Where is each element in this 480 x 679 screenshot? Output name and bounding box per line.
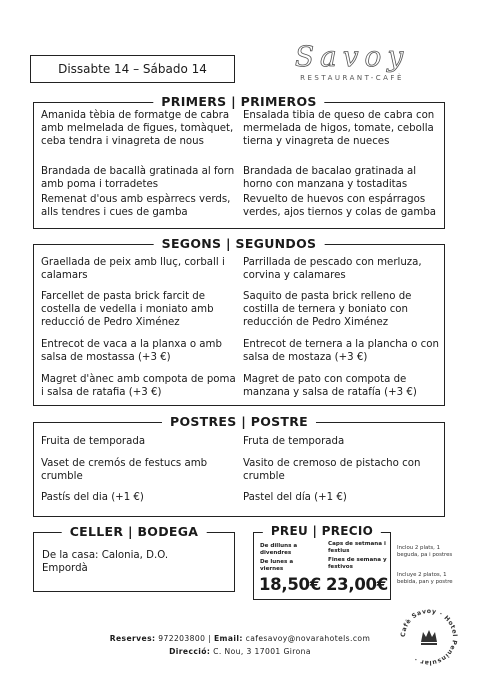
crown-icon	[421, 630, 437, 645]
reserves-label: Reserves:	[109, 634, 156, 643]
postres-item-1-es: Fruta de temporada	[243, 436, 345, 447]
hotel-seal-logo	[396, 604, 462, 670]
segons-title: SEGONS | SEGUNDOS	[154, 236, 325, 251]
logo-subtitle: RESTAURANT-CAFÈ	[300, 74, 404, 82]
address-text: C. Nou, 3 17001 Girona	[213, 647, 311, 656]
footer-contact: Reserves: 972203800 | Email: cafesavoy@novarahotels.com	[109, 634, 371, 643]
celler-line-2: Empordà	[42, 563, 88, 574]
postres-item-3-es: Pastel del día (+1 €)	[243, 492, 347, 503]
postres-item-3-ca: Pastís del dia (+1 €)	[41, 492, 144, 503]
segons-item-1-ca: Graellada de peix amb lluç, corball i calamars	[41, 257, 225, 281]
segons-item-3-ca: Entrecot de vaca a la planxa o amb salsa de mostassa (+3 €)	[41, 339, 222, 363]
price-note-ca: Inclou 2 plats, 1 beguda, pa i postres	[397, 545, 453, 558]
weekend-label-es: Fines de semana y festivos	[328, 557, 387, 570]
primers-item-3-es: Revuelto de huevos con espárragos verdes, ajos tiernos y colas de gamba	[243, 194, 437, 218]
celler-title: CELLER | BODEGA	[62, 524, 207, 539]
price-weekday: 18,50€	[259, 575, 321, 594]
segons-item-2-ca: Farcellet de pasta brick farcit de costella de vedella i moniato amb reducció de Pedro Ximénez	[41, 291, 214, 328]
postres-item-2-ca: Vaset de cremós de festucs amb crumble	[41, 458, 208, 482]
seal-text: Cafè Savoy · Hotel Peninsular ·	[399, 607, 459, 667]
celler-line-1: De la casa: Calonia, D.O.	[42, 550, 169, 561]
primers-section	[33, 94, 445, 229]
weekday-label-ca: De dilluns a divendres	[260, 543, 298, 556]
preu-section	[253, 524, 391, 600]
segons-item-3-es: Entrecot de ternera a la plancha o con salsa de mostaza (+3 €)	[243, 339, 439, 363]
primers-item-3-ca: Remenat d'ous amb espàrrecs verds, alls tendres i cues de gamba	[41, 194, 231, 218]
postres-item-2-es: Vasito de cremoso de pistacho con crumble	[243, 458, 421, 482]
celler-section	[33, 524, 235, 592]
weekend-label-ca: Caps de setmana i festius	[328, 541, 386, 554]
segons-item-4-ca: Magret d'ànec amb compota de poma i salsa de ratafia (+3 €)	[41, 374, 236, 398]
logo-name: Savoy	[294, 40, 410, 73]
date-text: Dissabte 14 – Sábado 14	[58, 62, 207, 76]
postres-item-1-ca: Fruita de temporada	[41, 436, 146, 447]
segons-item-1-es: Parrillada de pescado con merluza, corvina y calamares	[243, 257, 422, 281]
primers-item-2-ca: Brandada de bacallà gratinada al forn amb poma i torradetes	[41, 166, 235, 190]
primers-item-2-es: Brandada de bacalao gratinada al horno con manzana y tostaditas	[243, 166, 417, 190]
primers-item-1-ca: Amanida tèbia de formatge de cabra amb melmelada de figues, tomàquet, ceba tendra i vinagreta de nous	[41, 110, 234, 147]
address-label: Direcció:	[169, 647, 211, 656]
price-weekend: 23,00€	[326, 575, 388, 594]
date-box	[30, 55, 235, 83]
weekday-label-es: De lunes a viernes	[260, 559, 294, 572]
restaurant-logo	[262, 42, 442, 82]
segons-section	[33, 236, 445, 406]
primers-item-1-es: Ensalada tibia de queso de cabra con mermelada de higos, tomate, cebolla tierna y vinagreta de nueces	[243, 110, 435, 147]
phone-number[interactable]: 972203800	[158, 634, 206, 643]
primers-title: PRIMERS | PRIMEROS	[153, 94, 324, 109]
email-address[interactable]: cafesavoy@novarahotels.com	[245, 634, 371, 643]
segons-item-4-es: Magret de pato con compota de manzana y salsa de ratafía (+3 €)	[243, 374, 417, 398]
preu-title: PREU | PRECIO	[263, 524, 381, 538]
postres-title: POSTRES | POSTRE	[162, 414, 316, 429]
segons-item-2-es: Saquito de pasta brick relleno de costilla de ternera y boniato con reducción de Pedro Ximénez	[243, 291, 412, 328]
postres-section	[33, 414, 445, 517]
email-label: Email:	[213, 634, 243, 643]
price-note-es: Incluye 2 platos, 1 bebida, pan y postre	[397, 572, 453, 585]
